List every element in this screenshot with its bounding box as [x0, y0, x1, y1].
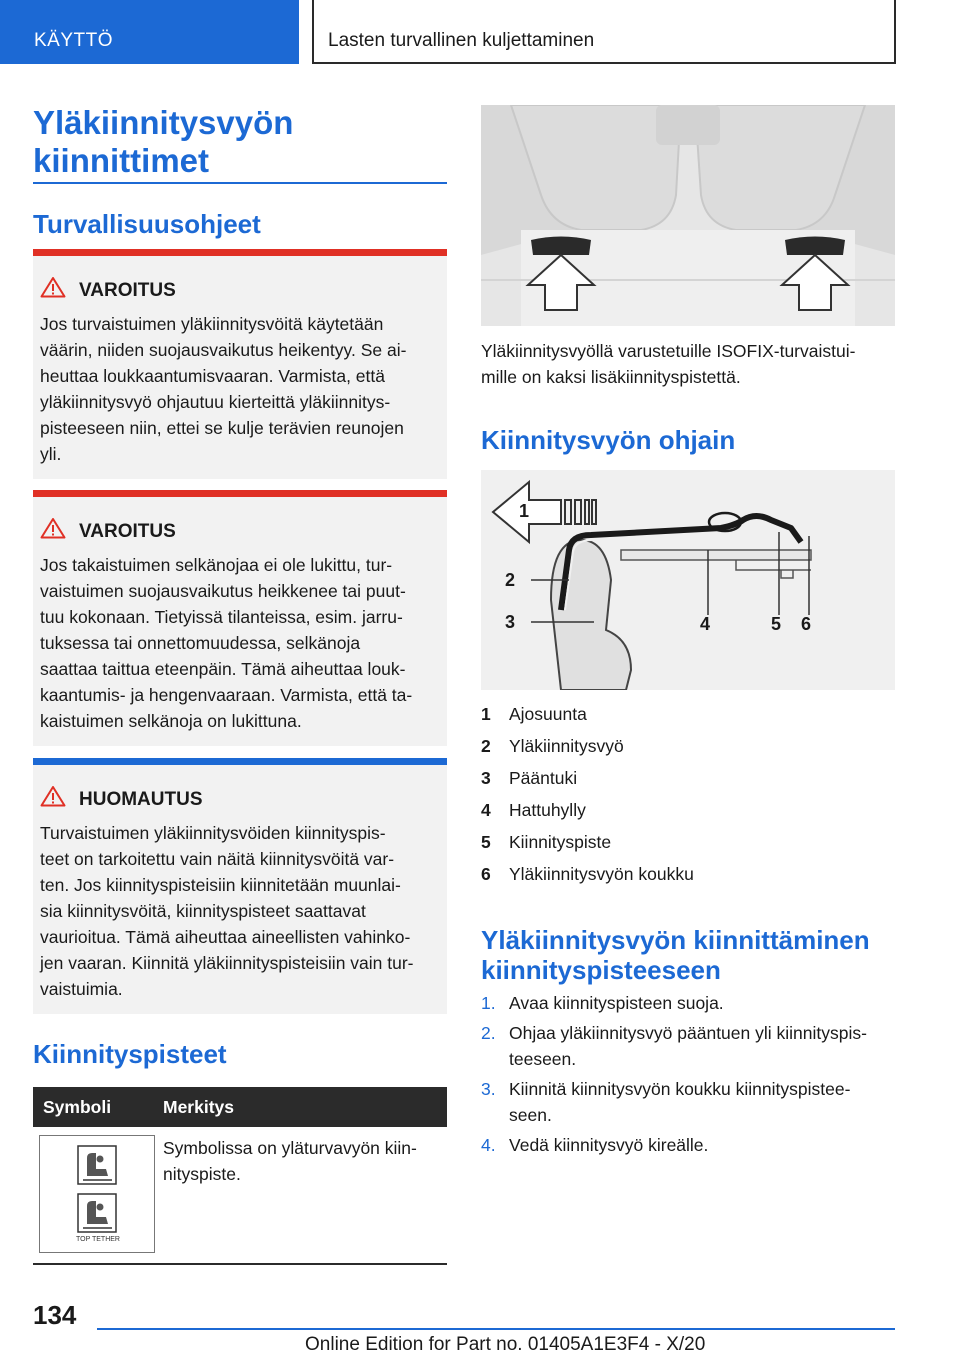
diagram-legend [481, 700, 895, 892]
list-item: 3 Pääntuki [481, 768, 578, 788]
list-item: 3. Kiinnitä kiinnitysvyön koukku kiinnityspistee- seen. [481, 1079, 851, 1125]
safety-heading: Turvallisuusohjeet [33, 209, 261, 239]
warning-bar [33, 249, 447, 256]
warning-text: Jos takaistuimen selkänojaa ei ole lukittu, tur- vaistuimen suojausvaikutus heikkenee tai puut- tuu kokonaan. Tietyissä tilanteissa, esim. jarru- tuksessa tai onnettomuudessa, selkänoja saattaa taittua eteenpäin. Tämä aiheuttaa louk- kaantumis- ja hengenvaaraan. Varmista, että ta- kaistuimen selkänoja on lukittuna. [40, 555, 413, 731]
list-item: 1 Ajosuunta [481, 704, 587, 724]
warning-icon [40, 276, 66, 298]
symbol-table [33, 1087, 447, 1265]
warning-text: Jos turvaistuimen yläkiinnitysvöitä käytetään väärin, niiden suojausvaikutus heikentyy. Se ai- heuttaa loukkaantumisvaaran. Varmista, että yläkiinnitysvyö ohjautuu kierteittä yläkiinnitys- pisteeseen niin, ettei se kulje terävien reunojen yli. [40, 314, 407, 464]
list-item: 4 Hattuhylly [481, 800, 586, 820]
diagram-label-4: 4 [700, 614, 711, 634]
warning-bar [33, 490, 447, 497]
warning-box-1 [33, 249, 447, 479]
warning-icon [40, 517, 66, 539]
notice-text: Turvaistuimen yläkiinnitysvöiden kiinnityspis- teet on tarkoitettu vain näitä kiinnitysvöitä var- ten. Jos kiinnityspisteisiin kiinnitetään muunlai- sia kiinnitysvöitä, kiinnityspisteet saattavat vaurioitua. Tämä aiheuttaa aineellisten vahinko- jen vaaran. Kiinnitä yläkiinnityspisteisiin vain tur- vaistuimia. [40, 823, 414, 999]
diagram-label-6: 6 [801, 614, 812, 634]
diagram-label-5: 5 [771, 614, 782, 634]
instruction-steps [481, 990, 895, 1162]
chapter-header [312, 0, 896, 64]
warning-title: VAROITUS [79, 521, 176, 542]
section-tab [0, 0, 299, 64]
trunk-photo [481, 105, 895, 326]
list-item: 1. Avaa kiinnityspisteen suoja. [481, 993, 724, 1013]
page-title: Yläkiinnitysvyön kiinnittimet [33, 104, 294, 179]
col-symbol: Symboli [43, 1097, 112, 1117]
section-label: KÄYTTÖ [34, 30, 114, 51]
chapter-title: Lasten turvallinen kuljettaminen [328, 30, 595, 51]
diagram-label-2: 2 [505, 570, 516, 590]
list-item: 6 Yläkiinnitysvyön koukku [481, 864, 694, 884]
warning-title: VAROITUS [79, 280, 176, 301]
footer-divider [97, 1328, 895, 1330]
points-heading: Kiinnityspisteet [33, 1039, 227, 1069]
guide-heading: Kiinnitysvyön ohjain [481, 425, 736, 455]
symbol-meaning: Symbolissa on yläturvavyön kiin- nityspiste. [163, 1138, 417, 1184]
notice-box [33, 758, 447, 1014]
diagram-label-1: 1 [519, 501, 530, 521]
title-divider [33, 182, 447, 184]
warning-box-2 [33, 490, 447, 746]
warning-icon [40, 785, 66, 807]
anchor-points-illustration [481, 105, 895, 326]
list-item: 5 Kiinnityspiste [481, 832, 612, 852]
list-item: 4. Vedä kiinnitysvyö kireälle. [481, 1135, 709, 1155]
list-item: 2 Yläkiinnitysvyö [481, 736, 624, 756]
top-tether-label: TOP TETHER [76, 1236, 120, 1243]
attach-heading: Yläkiinnitysvyön kiinnittäminen kiinnityspisteeseen [481, 925, 870, 985]
notice-title: HUOMAUTUS [79, 789, 203, 810]
notice-bar [33, 758, 447, 765]
edition-text: Online Edition for Part no. 01405A1E3F4 - X/20 [305, 1334, 706, 1355]
page-number: 134 [33, 1300, 77, 1330]
top-tether-symbol [39, 1135, 155, 1253]
photo-caption: Yläkiinnitysvyöllä varustetuille ISOFIX-turvaistui- mille on kaksi lisäkiinnityspistettä. [481, 341, 856, 387]
diagram-label-3: 3 [505, 612, 516, 632]
belt-guide-illustration [481, 470, 895, 690]
list-item: 2. Ohjaa yläkiinnitysvyö pääntuen yli kiinnityspis- teeseen. [481, 1023, 867, 1069]
col-meaning: Merkitys [163, 1097, 235, 1117]
table-header [33, 1087, 447, 1127]
table-row [33, 1127, 447, 1265]
belt-guide-diagram [481, 470, 895, 690]
